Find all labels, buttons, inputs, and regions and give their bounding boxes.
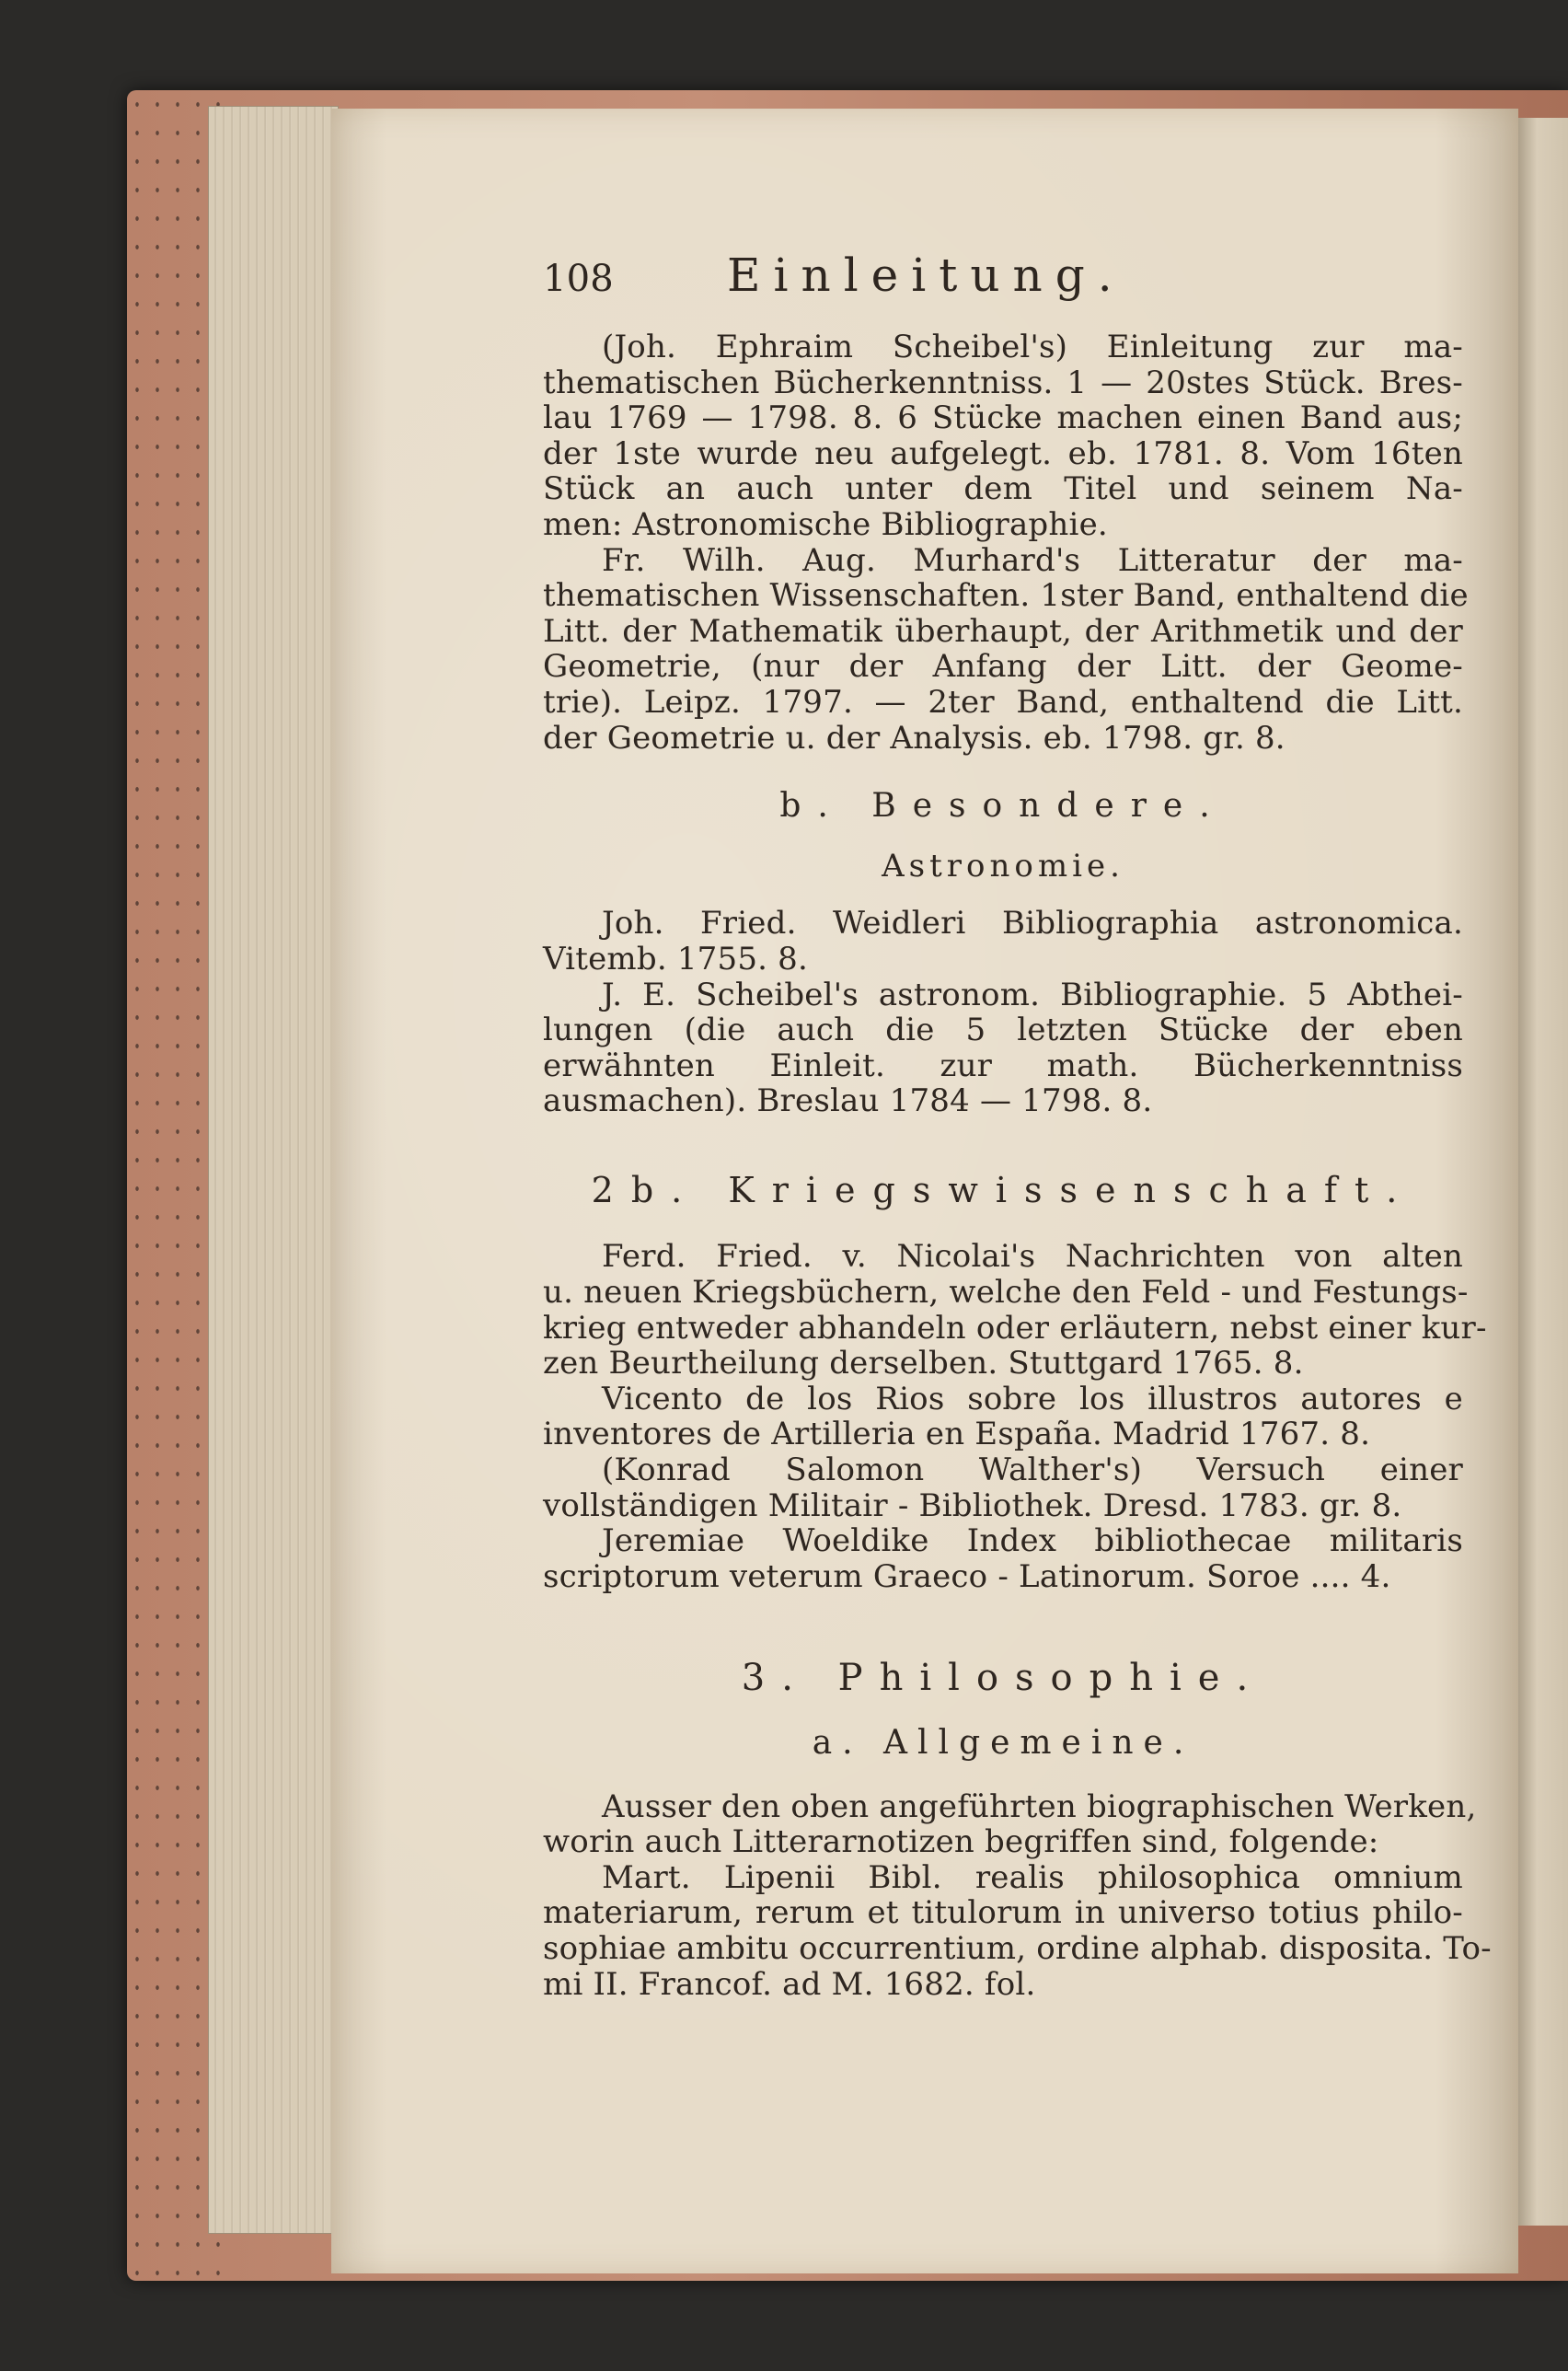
text-line: J. E. Scheibel's astronom. Bibliographie. 5 Abthei-: [602, 976, 1463, 1013]
section-heading: 2b. Kriegswissenschaft.: [591, 1169, 1415, 1210]
text-line: (Joh. Ephraim Scheibel's) Einleitung zur ma-: [602, 329, 1463, 365]
paragraph: [543, 1858, 1492, 2003]
text-line: sophiae ambitu occurrentium, ordine alphab. disposita. To-: [543, 1929, 1492, 1967]
text-line: Stück an auch unter dem Titel und seinem Na-: [543, 470, 1463, 508]
text-line: men: Astronomische Bibliographie.: [543, 505, 1108, 543]
text-line: Geometrie, (nur der Anfang der Litt. der Geome-: [543, 648, 1463, 686]
section-heading: 3. Philosophie.: [741, 1657, 1265, 1700]
page-edges: [208, 106, 339, 2234]
text-line: lungen (die auch die 5 letzten Stücke der eben: [543, 1012, 1463, 1049]
facing-page-edge: [1516, 118, 1568, 2226]
text-line: mi II. Francof. ad M. 1682. fol.: [543, 1965, 1036, 2003]
section-heading: Astronomie.: [882, 847, 1124, 885]
paragraph: [543, 1787, 1477, 1861]
text-line: Ausser den oben angeführten biographischen Werken,: [602, 1787, 1477, 1825]
text-line: worin auch Litterarnotizen begriffen sind, folgende:: [543, 1823, 1379, 1861]
text-line: Vicento de los Rios sobre los illustros autores e: [602, 1380, 1463, 1417]
section-heading: a. Allgemeine.: [812, 1724, 1194, 1762]
text-line: der Geometrie u. der Analysis. eb. 1798. gr. 8.: [543, 719, 1286, 757]
text-line: materiarum, rerum et titulorum in universo totius philo-: [543, 1894, 1463, 1932]
text-line: inventores de Artilleria en España. Madrid 1767. 8.: [543, 1416, 1371, 1453]
page-header: [543, 249, 1463, 313]
text-line: zen Beurtheilung derselben. Stuttgard 1765. 8.: [543, 1345, 1304, 1382]
text-line: Litt. der Mathematik überhaupt, der Arithmetik und der: [543, 612, 1463, 650]
section-heading: b. Besondere.: [779, 787, 1227, 826]
text-blocks: [543, 329, 1492, 2003]
text-line: Fr. Wilh. Aug. Murhard's Litteratur der ma-: [602, 541, 1463, 579]
paragraph: [543, 1523, 1463, 1594]
paragraph: [543, 1382, 1463, 1452]
page-number: 108: [543, 258, 614, 300]
text-line: ausmachen). Breslau 1784 — 1798. 8.: [543, 1082, 1153, 1120]
text-line: Joh. Fried. Weidleri Bibliographia astronomica.: [602, 905, 1463, 943]
text-line: Vitemb. 1755. 8.: [543, 940, 809, 977]
text-line: Ferd. Fried. v. Nicolai's Nachrichten von alten: [602, 1238, 1463, 1276]
text-line: thematischen Wissenschaften. 1ster Band, enthaltend die: [543, 577, 1469, 615]
text-line: vollständigen Militair - Bibliothek. Dresd. 1783. gr. 8.: [543, 1486, 1402, 1524]
text-line: Jeremiae Woeldike Index bibliothecae militaris: [602, 1522, 1463, 1560]
paragraph: [543, 977, 1463, 1119]
paragraph: [543, 541, 1469, 757]
text-line: lau 1769 — 1798. 8. 6 Stücke machen einen Band aus;: [543, 399, 1463, 437]
running-title: Einleitung.: [727, 249, 1125, 302]
text-line: (Konrad Salomon Walther's) Versuch einer: [602, 1452, 1463, 1489]
text-line: erwähnten Einleit. zur math. Bücherkenntniss: [543, 1047, 1463, 1084]
text-line: krieg entweder abhandeln oder erläutern, nebst einer kur-: [543, 1309, 1487, 1347]
paragraph: [543, 1452, 1463, 1523]
text-line: scriptorum veterum Graeco - Latinorum. Soroe .... 4.: [543, 1557, 1391, 1595]
text-line: trie). Leipz. 1797. — 2ter Band, enthaltend die Litt.: [543, 683, 1463, 721]
paragraph: [543, 906, 1463, 977]
text-line: u. neuen Kriegsbüchern, welche den Feld - und Festungs-: [543, 1274, 1469, 1312]
paragraph: [543, 330, 1463, 543]
page-text: [543, 249, 1492, 2003]
text-line: Mart. Lipenii Bibl. realis philosophica omnium: [602, 1858, 1463, 1896]
text-line: der 1ste wurde neu aufgelegt. eb. 1781. 8. Vom 16ten: [543, 434, 1463, 472]
text-line: thematischen Bücherkenntniss. 1 — 20stes Stück. Bres-: [543, 364, 1463, 401]
paragraph: [543, 1238, 1487, 1382]
